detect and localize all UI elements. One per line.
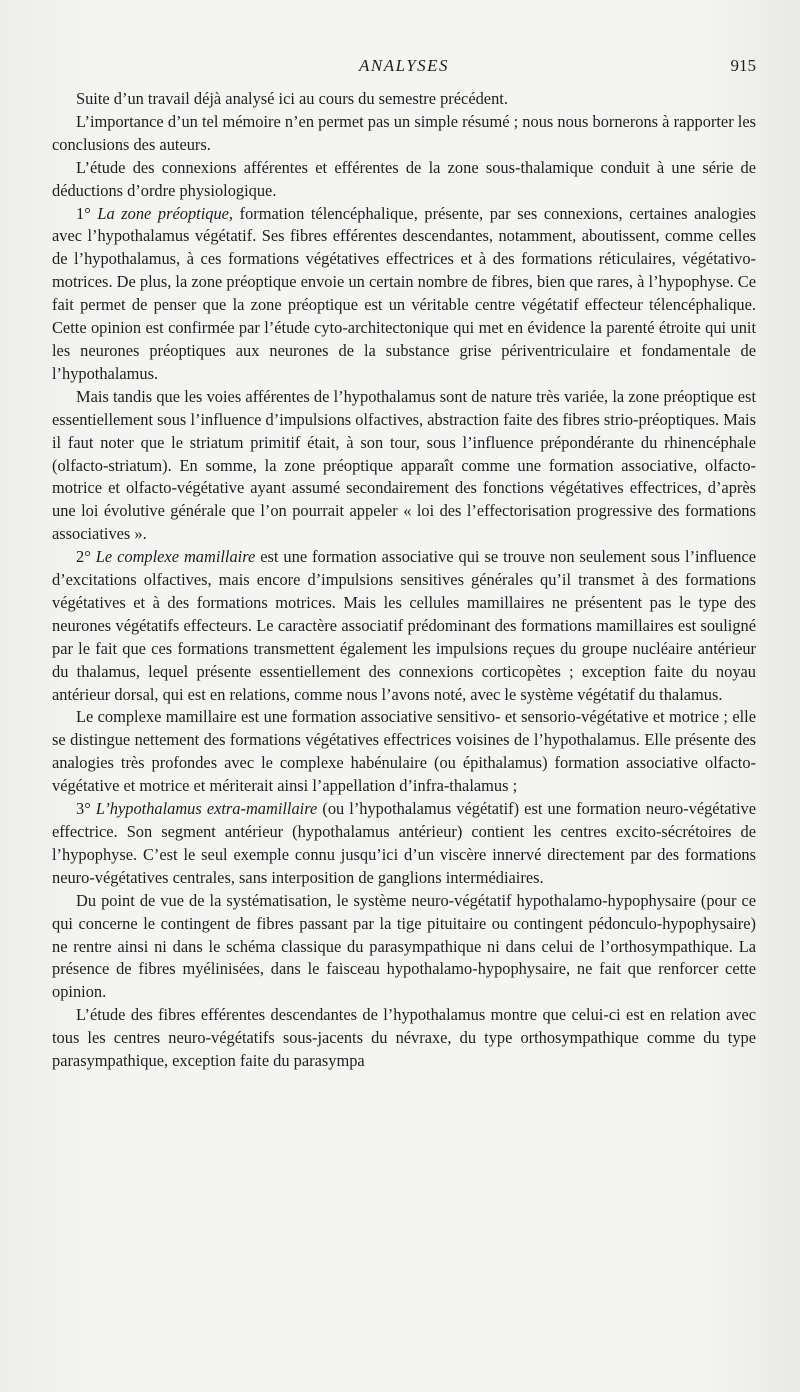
paragraph <box>52 706 756 798</box>
paragraph <box>52 1004 756 1073</box>
paragraph <box>52 890 756 1005</box>
paragraph-text: Mais tandis que les voies afférentes de l’hypothalamus sont de nature très variée, la zone préoptique est essentiellement sous l’influence d’impulsions olfactives, abstraction faite des fibres strio-préoptiques. Mais il faut noter que le striatum primitif était, à son tour, sous l’influence prépondérante du rhinencéphale (olfacto-striatum). En somme, la zone préoptique apparaît comme une formation associative, olfacto-motrice et olfacto-végétative ayant assumé secondairement des fonctions végétatives effectrices, d’après une loi évolutive générale que l’on pourrait appeler « loi des l’effectorisation progressive des formations associatives ». <box>52 386 756 544</box>
section-number: 1° <box>76 203 98 223</box>
paragraph <box>52 157 756 203</box>
paragraph <box>52 386 756 546</box>
paragraph-text: L’étude des fibres efférentes descendantes de l’hypothalamus montre que celui-ci est en relation avec tous les centres neuro-végétatifs sous-jacents du névraxe, du type orthosympathique comme du type parasympathique, exception faite du parasympa <box>52 1005 756 1071</box>
section-heading-zone-preoptique: La zone préoptique, <box>97 203 234 223</box>
paragraph <box>52 798 756 890</box>
paragraph-text: Du point de vue de la systématisation, le système neuro-végétatif hypothalamo-hypophysaire (pour ce qui concerne le contingent de fibres passant par la tige pituitaire ou contingent pédonculo-hypophysaire) ne rentre ainsi ni dans le schéma classique du parasympathique ni dans celui de l’orthosympathique. La présence de fibres myélinisées, dans le faisceau hypothalamo-hypophysaire, ne fait que renforcer cette opinion. <box>52 890 756 1002</box>
page-number: 915 <box>730 56 756 75</box>
paragraph-text: L’importance d’un tel mémoire n’en permet pas un simple résumé ; nous nous bornerons à rapporter les conclusions des auteurs. <box>52 111 756 154</box>
paragraph <box>52 546 756 706</box>
paragraph-text: est une formation associative qui se trouve non seulement sous l’influence d’excitations olfactives, mais encore d’impulsions sensitives générales qu’il transmet à des formations végétatives et à des formations motrices. Mais les cellules mamillaires ne présentent pas le type des neurones végétatifs effecteurs. Le caractère associatif prédominant des formations mamillaires est souligné par le fait que ces formations transmettent également les impulsions reçues du groupe nucléaire antérieur du thalamus, lequel présente essentiellement des connexions corticopètes ; exception faite du noyau antérieur dorsal, qui est en relations, comme nous l’avons noté, avec le système végétatif du thalamus. <box>52 547 757 704</box>
running-title: ANALYSES <box>358 56 450 75</box>
paragraph <box>52 88 756 111</box>
section-heading-hypothalamus-extra-mamillaire: L’hypothalamus extra-mamillaire <box>95 799 318 819</box>
paragraph <box>52 203 756 386</box>
paragraph-text: Suite d’un travail déjà analysé ici au cours du semestre précédent. <box>76 89 508 108</box>
paragraph <box>52 111 756 157</box>
section-number: 2° <box>76 547 96 567</box>
paragraph-text: Le complexe mamillaire est une formation associative sensitivo- et sensorio-végétative et motrice ; elle se distingue nettement des formations végétatives effectrices voisines de l’hypothalamus. Elle présente des analogies très profondes avec le complexe habénulaire (ou épithalamus) formation associative olfacto-végétative et motrice et mériterait ainsi l’appellation d’infra-thalamus ; <box>52 707 756 796</box>
section-heading-complexe-mamillaire: Le complexe mamillaire <box>95 547 256 567</box>
paragraph-text: (ou l’hypothalamus végétatif) est une formation neuro-végétative effectrice. Son segment antérieur (hypothalamus antérieur) contient les centres excito-sécrétoires de l’hypophyse. C’est le seul exemple connu jusqu’ici d’un viscère innervé directement par des formations neuro-végétatives centrales, sans interposition de ganglions intermédiaires. <box>52 799 756 887</box>
body-text <box>52 88 756 1073</box>
paragraph-text: formation télencéphalique, présente, par ses connexions, certaines analogies avec l’hypothalamus végétatif. Ses fibres efférentes descendantes, notamment, aboutissent, comme celles de l’hypothalamus, à ces formations végétatives effectrices et à des formations réticulaires, végétativo-motrices. De plus, la zone préoptique envoie un certain nombre de fibres, bien que rares, à l’hypophyse. Ce fait permet de penser que la zone préoptique est un véritable centre végétatif effecteur télencéphalique. Cette opinion est confirmée par l’étude cyto-architectonique qui met en évidence la parenté étroite qui unit les neurones préoptiques aux neurones de la substance grise périventriculaire et fondamentale de l’hypothalamus. <box>52 203 756 383</box>
section-number: 3° <box>76 799 96 819</box>
paragraph-text: L’étude des connexions afférentes et efférentes de la zone sous-thalamique conduit à une série de déductions d’ordre physiologique. <box>52 157 756 200</box>
page-header <box>52 56 756 82</box>
